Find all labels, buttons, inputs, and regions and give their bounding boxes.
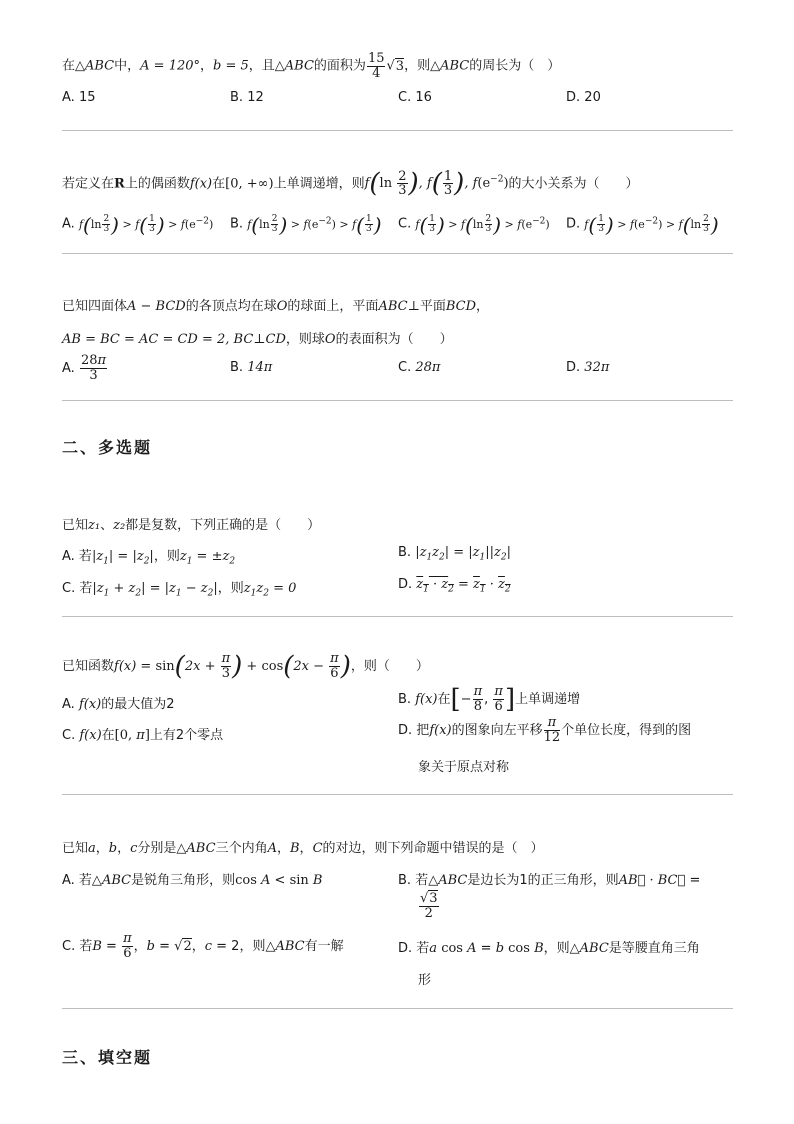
q6-option-d: D. 若a cos A = b cos B，则△ABC是等腰直角三角 xyxy=(398,941,700,956)
q4-option-a: A. 若$|z_1| = |z_2|$，则$z_1 = \pm z_2$ xyxy=(62,549,236,567)
q5-option-b: B. f(x)在[− $\frac{\pi}{8}$ , $\frac{\pi}{6}$ ]上单调递增 xyxy=(398,684,581,715)
compare-expression: f(ln $\frac{2}{3}$ ), f( $\frac{1}{3}$ ), $f(e^{-2})$ xyxy=(364,168,509,199)
q1-option-b: B. 12 xyxy=(230,90,264,105)
divider xyxy=(62,616,733,617)
question-5-stem: 已知函数f(x) = sin(2x + $\frac{\pi}{3}$ ) + cos(2x − $\frac{\pi}{6}$ )，则（ ） xyxy=(62,651,429,682)
question-3-line1: 已知四面体A − BCD的各顶点均在球O的球面上，平面ABC⊥平面BCD， xyxy=(62,299,490,314)
question-3-line2: AB = BC = AC = CD = 2, BC⊥CD，则球O的表面积为（ ） xyxy=(62,332,453,347)
divider xyxy=(62,130,733,131)
q1-option-d: D. 20 xyxy=(566,90,601,105)
q3-option-b: B. 14π xyxy=(230,360,273,375)
q5-option-d-cont: 象关于原点对称 xyxy=(418,760,510,775)
q2-option-d: D. f( $\frac{1}{3}$ ) > $f(e^{-2}) > f(\ln$ $\frac{2}{3}$ ) xyxy=(566,212,719,237)
q1-option-c: C. 16 xyxy=(398,90,432,105)
q6-option-c: C. 若B = $\frac{\pi}{6}$ ，b = √2，c = 2，则△ABC有一解 xyxy=(62,931,344,961)
q6-option-b-cont: $\frac{√3}{2}$ xyxy=(420,891,438,921)
divider xyxy=(62,794,733,795)
q2-option-a: A. f(ln $\frac{2}{3}$ ) > f( $\frac{1}{3}$ ) > $f(e^{-2})$ xyxy=(62,212,214,237)
q6-option-a: A. 若△ABC是锐角三角形，则cos A < sin B xyxy=(62,873,323,888)
question-6-stem: 已知a，b，c分别是△ABC三个内角A，B，C的对边，则下列命题中错误的是（ ） xyxy=(62,841,544,856)
question-1-stem: 在△ABC中，A = 120°，b = 5，且△ABC的面积为 $\frac{15}{4}$ √3，则△ABC的周长为（ ） xyxy=(62,51,561,81)
q5-option-d: D. 把f(x)的图象向左平移 $\frac{\pi}{12}$ 个单位长度，得到的图 xyxy=(398,715,692,745)
q5-option-a: A. f(x)的最大值为2 xyxy=(62,697,175,712)
q3-option-a: A. $\frac{28\pi}{3}$ xyxy=(62,353,107,383)
section-heading-fill-in: 三、填空题 xyxy=(62,1048,153,1067)
q4-option-b: B. $|z_1z_2| = |z_1||z_2|$ xyxy=(398,545,512,563)
divider xyxy=(62,1008,733,1009)
q4-option-c: C. 若$|z_1 + z_2| = |z_1 - z_2|$，则$z_1z_2 = 0$ xyxy=(62,581,297,599)
q3-option-c: C. 28π xyxy=(398,360,441,375)
q4-option-d: D. $z_1 \cdot z_2 = z_1 \cdot z_2$ xyxy=(398,577,511,595)
question-4-stem: 已知z₁、z₂都是复数，下列正确的是（ ） xyxy=(62,518,321,533)
q2-option-c: C. f( $\frac{1}{3}$ ) > f(ln $\frac{2}{3}$ ) > $f(e^{-2})$ xyxy=(398,212,550,237)
q3-option-d: D. 32π xyxy=(566,360,610,375)
divider xyxy=(62,400,733,401)
area-fraction: $\frac{15}{4}$ xyxy=(367,51,385,81)
question-2-stem: 若定义在R上的偶函数f(x)在[0, +∞)上单调递增，则f(ln $\frac{2}{3}$ ), f( $\frac{1}{3}$ ), $f(e^{-2})$的大小关系为（ ） xyxy=(62,168,639,199)
section-heading-multiple-choice: 二、多选题 xyxy=(62,438,153,457)
q5-option-c: C. f(x)在[0, π]上有2个零点 xyxy=(62,728,224,743)
q6-option-b: B. 若△ABC是边长为1的正三角形，则AB⃗ · BC⃗ = xyxy=(398,873,701,888)
q6-option-d-cont: 形 xyxy=(418,973,432,988)
q1-option-a: A. 15 xyxy=(62,90,96,105)
divider xyxy=(62,253,733,254)
q2-option-b: B. f(ln $\frac{2}{3}$ ) > $f(e^{-2}) > f$( $\frac{1}{3}$ ) xyxy=(230,212,382,237)
